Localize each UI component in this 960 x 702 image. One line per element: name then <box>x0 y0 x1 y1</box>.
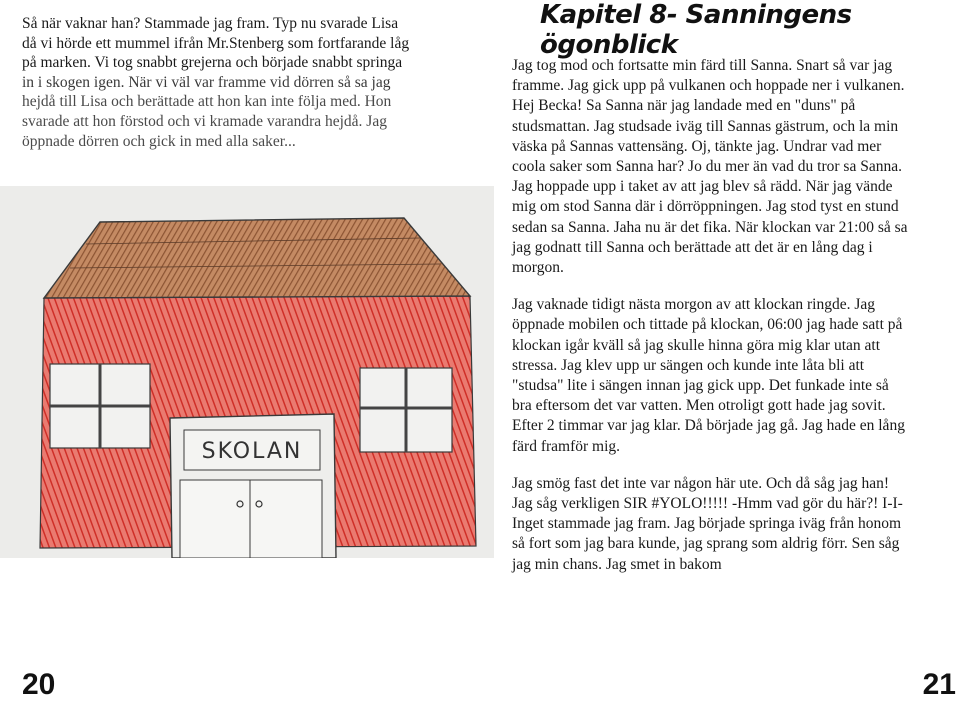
text-line: så fort som jag bara kunde, jag sprang som aldrig förr. Sen såg <box>512 535 900 553</box>
text-line: väska på Sannas vattensäng. Oj, tänkte jag. Undrar vad mer <box>512 137 882 155</box>
text-line: Jag smög fast det inte var någon här ute. Och då såg jag han! <box>512 474 890 492</box>
text-line: Jag hoppade upp i taket av att jag blev så rädd. När jag vände <box>512 178 893 196</box>
text-line: svarade att hon förstod och vi kramade varandra hejdå. Jag <box>22 112 387 130</box>
text-line: Efter 2 timmar var jag klar. Då började jag gå. Jag hade en lång <box>512 417 905 435</box>
text-line: in i skogen igen. När vi väl var framme vid dörren så sa jag <box>22 73 391 91</box>
text-line: då vi hörde ett mummel ifrån Mr.Stenberg som fortfarande låg <box>22 34 410 52</box>
paragraph <box>512 56 956 278</box>
chapter-title: Kapitel 8- Sanningens ögonblick <box>540 0 852 60</box>
text-line: Inget stammade jag fram. Jag började springa iväg från honom <box>512 515 902 533</box>
text-line: bra eftersom det var vatten. Men otroligt gott hade jag sovit. <box>512 397 886 415</box>
text-line: öppnade mobilen och tittade på klockan, 06:00 jag hade satt på <box>512 316 903 334</box>
text-line: jag min chans. Jag smet in bakom <box>512 555 722 573</box>
text-line: klockan igår kväll så jag skulle hinna göra mig klar utan att <box>512 336 881 354</box>
left-page-text <box>22 14 492 151</box>
text-line: på marken. Vi tog snabbt grejerna och började snabbt springa <box>22 54 403 72</box>
text-line: Hej Becka! Sa Sanna när jag landade med en "duns" på <box>512 97 856 115</box>
text-line: stressa. Jag klev upp ur sängen och kunde inte låta bli att <box>512 356 865 374</box>
text-line: färd framför mig. <box>512 437 621 455</box>
text-line: Jag såg verkligen SIR #YOLO!!!!! -Hmm vad gör du här?! I-I- <box>512 495 903 513</box>
text-line: morgon. <box>512 259 564 277</box>
right-page-text <box>512 56 956 592</box>
text-line: Jag vaknade tidigt nästa morgon av att klockan ringde. Jag <box>512 296 876 314</box>
text-line: mig om stod Sanna där i dörröppningen. Jag stod tyst en stund <box>512 198 899 216</box>
entrance <box>170 414 336 558</box>
text-line: Så när vaknar han? Stammade jag fram. Typ nu svarade Lisa <box>22 15 399 32</box>
text-line: framme. Jag gick upp på vulkanen och hoppade ner i vulkanen. <box>512 77 905 95</box>
text-line: hejdå till Lisa och berättade att hon kan inte följa med. Hon <box>22 93 392 111</box>
text-line: "studsa" lite i sängen innan jag gick upp. Det funkade inte så <box>512 377 889 395</box>
text-line: sedan sa Sanna. Jaha nu är det fika. När klockan var 21:00 så sa <box>512 218 908 236</box>
text-line: studsmattan. Jag studsade iväg till Sannas gästrum, och la min <box>512 117 899 135</box>
page-number-right: 21 <box>922 668 956 701</box>
paragraph <box>512 474 956 575</box>
right-window <box>360 368 452 452</box>
left-window <box>50 364 150 448</box>
sign-text: SKOLAN <box>201 439 303 464</box>
text-line: öppnade dörren och gick in med alla saker... <box>22 132 296 150</box>
roof <box>44 218 470 298</box>
text-line: Jag tog mod och fortsatte min färd till Sanna. Snart så var jag <box>512 57 893 74</box>
text-line: jag godnatt till Sanna och berättade att det är en lång dag i <box>512 238 873 256</box>
school-drawing <box>0 186 494 558</box>
paragraph <box>512 295 956 457</box>
text-line: coola saker som Sanna har? Jo du mer än vad du tror sa Sanna. <box>512 158 902 176</box>
page-number-left: 20 <box>22 668 56 701</box>
